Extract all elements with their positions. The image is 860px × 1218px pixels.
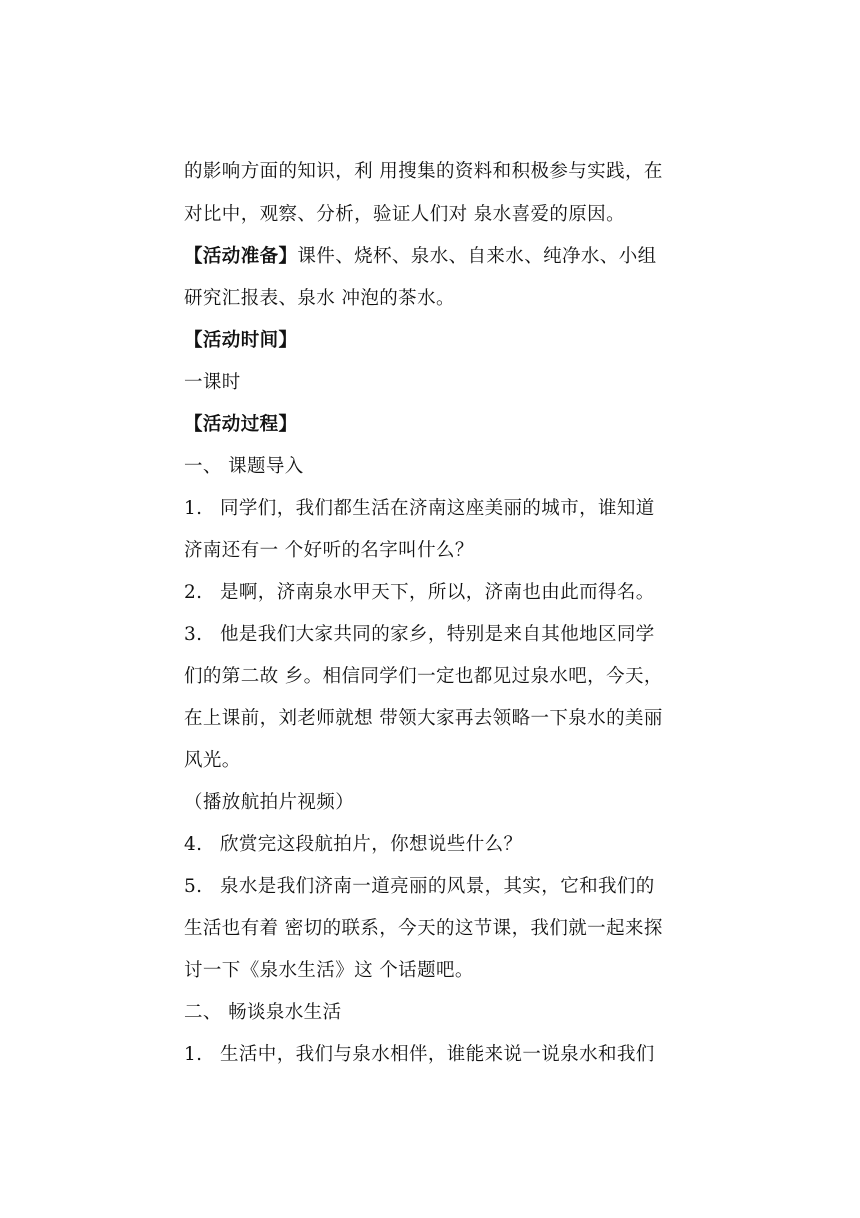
s1-item3-line1 — [184, 623, 704, 647]
s1-item1-line2: 济南还有一 个好听的名字叫什么？ — [184, 540, 474, 561]
s1-item2-text: 是啊，济南泉水甲天下，所以，济南也由此而得名。 — [220, 582, 655, 603]
s2-item1-text: 生活中，我们与泉水相伴，谁能来说一说泉水和我们 — [220, 1044, 655, 1065]
s1-item1-number: 1. — [184, 498, 203, 519]
video-note: （播放航拍片视频） — [184, 792, 355, 813]
s1-item5-line1 — [184, 875, 704, 899]
s1-item4-text: 欣赏完这段航拍片，你想说些什么？ — [220, 834, 523, 855]
s2-item1-number: 1. — [184, 1044, 203, 1065]
process-heading: 【活动过程】 — [184, 414, 298, 435]
section1-title: 一、 课题导入 — [184, 456, 304, 477]
preparation-line-1 — [184, 245, 704, 269]
preparation-heading: 【活动准备】 — [184, 246, 298, 267]
preparation-text: 课件、烧杯、泉水、自来水、纯净水、小组 — [297, 246, 657, 267]
s1-item3-line3: 在上课前，刘老师就想 带领大家再去领略一下泉水的美丽 — [184, 708, 663, 729]
s1-item5-number: 5. — [184, 876, 203, 897]
s1-item4-line1 — [184, 833, 704, 857]
s1-item1-line1 — [184, 497, 704, 521]
s1-item5-line2: 生活也有着 密切的联系，今天的这节课，我们就一起来探 — [184, 918, 663, 939]
time-heading: 【活动时间】 — [184, 330, 298, 351]
s1-item1-text: 同学们，我们都生活在济南这座美丽的城市，谁知道 — [220, 498, 655, 519]
s1-item3-line2: 们的第二故 乡。相信同学们一定也都见过泉水吧，今天， — [184, 666, 663, 687]
s1-item5-line3: 讨一下《泉水生活》这 个话题吧。 — [184, 960, 474, 981]
s1-item2-line1 — [184, 581, 704, 605]
s1-item2-number: 2. — [184, 582, 203, 603]
intro-line-2: 对比中，观察、分析，验证人们对 泉水喜爱的原因。 — [184, 204, 625, 225]
s1-item3-number: 3. — [184, 624, 203, 645]
section2-title: 二、 畅谈泉水生活 — [184, 1002, 342, 1023]
s1-item3-line4: 风光。 — [184, 750, 241, 771]
s1-item3-text: 他是我们大家共同的家乡，特别是来自其他地区同学 — [220, 624, 655, 645]
s1-item4-number: 4. — [184, 834, 203, 855]
s1-item5-text: 泉水是我们济南一道亮丽的风景，其实，它和我们的 — [220, 876, 655, 897]
preparation-line-2: 研究汇报表、泉水 冲泡的茶水。 — [184, 288, 455, 309]
intro-line-1: 的影响方面的知识，利 用搜集的资料和积极参与实践，在 — [184, 161, 663, 182]
time-value: 一课时 — [184, 372, 241, 393]
s2-item1-line1 — [184, 1043, 704, 1067]
